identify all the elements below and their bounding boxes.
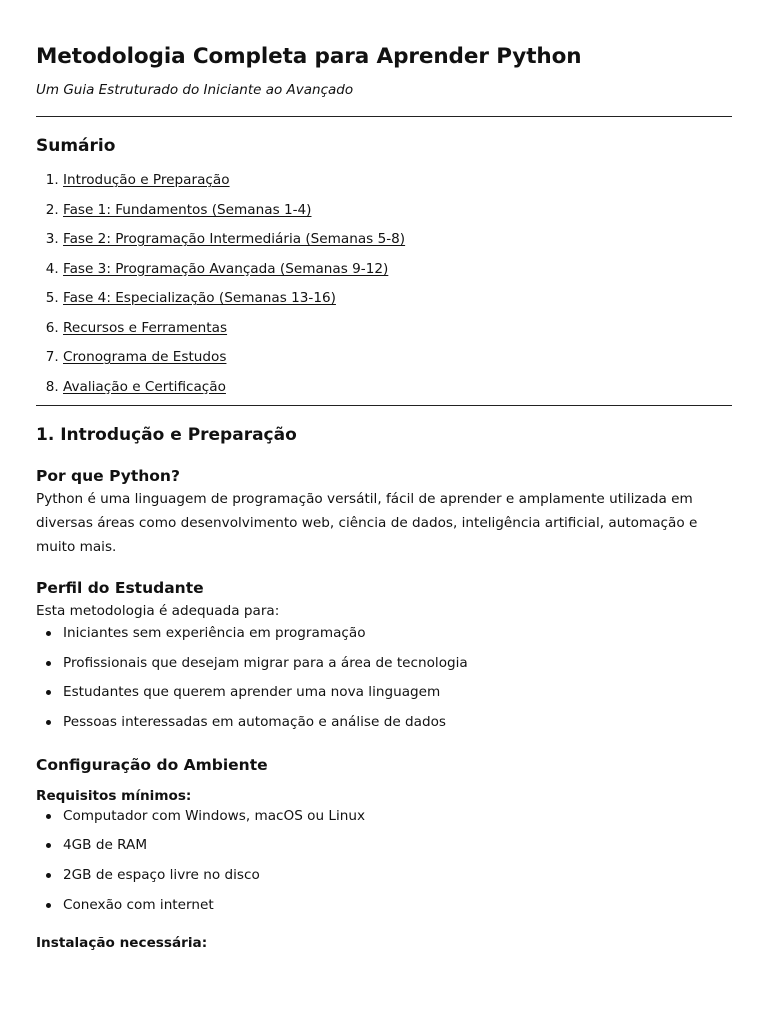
bullet-icon bbox=[46, 661, 51, 666]
list-item-text: 2GB de espaço livre no disco bbox=[63, 867, 260, 884]
bullet-icon bbox=[46, 631, 51, 636]
list-item bbox=[36, 653, 732, 683]
bullet-icon bbox=[46, 690, 51, 695]
toc-link-fase-2[interactable]: Fase 2: Programação Intermediária (Semanas 5-8) bbox=[63, 231, 406, 247]
divider bbox=[36, 116, 732, 117]
toc-link-fase-3[interactable]: Fase 3: Programação Avançada (Semanas 9-12) bbox=[63, 260, 389, 277]
toc-item bbox=[63, 229, 732, 259]
document-subtitle: Um Guia Estruturado do Iniciante ao Avançado bbox=[36, 82, 354, 98]
list-item-text: Iniciantes sem experiência em programação bbox=[63, 625, 366, 641]
list-item bbox=[36, 682, 732, 712]
list-item bbox=[36, 806, 732, 836]
toc-link-recursos[interactable]: Recursos e Ferramentas bbox=[63, 319, 228, 336]
toc-item bbox=[63, 377, 732, 407]
toc-item bbox=[63, 288, 732, 318]
paragraph-why-python: Python é uma linguagem de programação versátil, fácil de aprender e amplamente utilizada em diversas áreas como desenvolvimento web, ciência de dados, inteligência artificial, automação e muito mais. bbox=[36, 491, 698, 555]
subsection-heading-student-profile: Perfil do Estudante bbox=[36, 579, 204, 597]
profile-list bbox=[36, 623, 732, 742]
toc-heading: Sumário bbox=[36, 136, 116, 156]
toc-link-fase-1[interactable]: Fase 1: Fundamentos (Semanas 1-4) bbox=[63, 201, 312, 218]
toc-link-introducao[interactable]: Introdução e Preparação bbox=[63, 172, 230, 188]
list-item-text: Pessoas interessadas em automação e análise de dados bbox=[63, 714, 447, 731]
list-item bbox=[36, 623, 732, 653]
table-of-contents bbox=[36, 170, 732, 406]
paragraph-profile-intro: Esta metodologia é adequada para: bbox=[36, 603, 280, 619]
divider bbox=[36, 405, 732, 406]
toc-item bbox=[63, 200, 732, 230]
subsection-heading-why-python: Por que Python? bbox=[36, 467, 180, 485]
list-item-text: Estudantes que querem aprender uma nova linguagem bbox=[63, 684, 441, 701]
list-item bbox=[36, 895, 732, 925]
section-heading-introducao: 1. Introdução e Preparação bbox=[36, 425, 297, 445]
list-item bbox=[36, 835, 732, 865]
list-item-text: Computador com Windows, macOS ou Linux bbox=[63, 807, 366, 824]
toc-item bbox=[63, 170, 732, 200]
subsection-heading-environment-setup: Configuração do Ambiente bbox=[36, 755, 268, 774]
toc-link-fase-4[interactable]: Fase 4: Especialização (Semanas 13-16) bbox=[63, 290, 336, 306]
bullet-icon bbox=[46, 814, 51, 819]
list-item bbox=[36, 712, 732, 742]
requirements-list bbox=[36, 806, 732, 925]
list-item-text: Conexão com internet bbox=[63, 896, 214, 913]
bullet-icon bbox=[46, 843, 51, 848]
bullet-icon bbox=[46, 720, 51, 725]
list-item bbox=[36, 865, 732, 895]
toc-link-cronograma[interactable]: Cronograma de Estudos bbox=[63, 349, 227, 365]
toc-item bbox=[63, 318, 732, 348]
bullet-icon bbox=[46, 903, 51, 908]
requirements-label: Requisitos mínimos: bbox=[36, 787, 192, 804]
list-item-text: 4GB de RAM bbox=[63, 837, 148, 854]
bullet-icon bbox=[46, 873, 51, 878]
installation-label: Instalação necessária: bbox=[36, 934, 208, 951]
document-title: Metodologia Completa para Aprender Python bbox=[36, 44, 582, 69]
toc-item bbox=[63, 259, 732, 289]
toc-item bbox=[63, 347, 732, 377]
toc-link-avaliacao[interactable]: Avaliação e Certificação bbox=[63, 378, 226, 395]
list-item-text: Profissionais que desejam migrar para a área de tecnologia bbox=[63, 654, 468, 671]
